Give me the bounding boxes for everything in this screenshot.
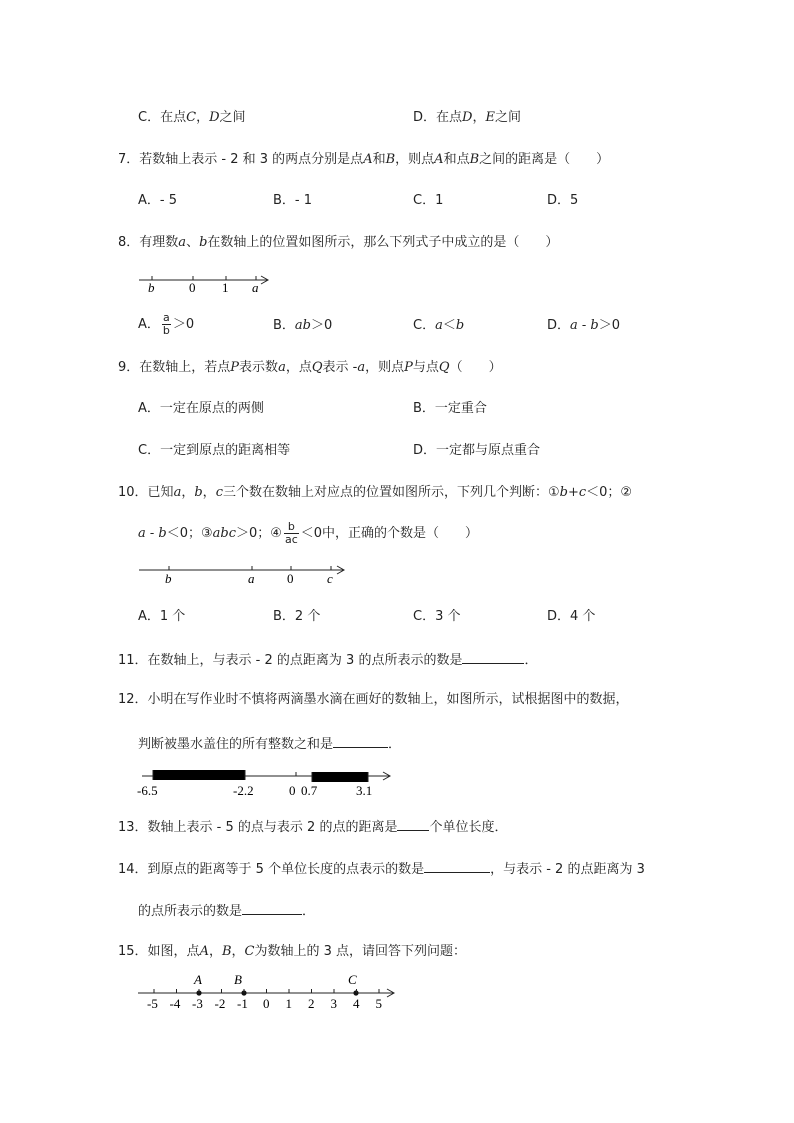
label-3-1: 3.1 <box>356 783 373 798</box>
q14-stem-line1: 14．到原点的距离等于 5 个单位长度的点表示的数是 ，与表示 - 2 的点距离为 3 <box>118 859 645 879</box>
q12-stem-line1: 12．小明在写作业时不慎将两滴墨水滴在画好的数轴上，如图所示，试根据图中的数据， <box>118 692 629 707</box>
tick-label: 0 <box>263 996 270 1011</box>
q6-option-d: D．在点D，E之间 <box>413 110 522 125</box>
fraction: $\frac{a}{b}$ <box>162 311 170 337</box>
q10-stem-line1: 10．已知a，b，c三个数在数轴上对应点的位置如图所示，下列几个判断：①b+c＜0；② <box>118 485 633 500</box>
q9-option-c: C．一定到原点的距离相等 <box>138 443 291 458</box>
tick-label: 2 <box>308 996 315 1011</box>
tick-label: -1 <box>237 996 248 1011</box>
ink-blot-right <box>312 772 368 782</box>
q8-option-b: B．ab＞0 <box>273 318 333 333</box>
tick-label: -4 <box>169 996 181 1011</box>
tick-label: 5 <box>375 996 382 1011</box>
q13-stem: 13．数轴上表示 - 5 的点与表示 2 的点的距离是 个单位长度． <box>118 817 507 837</box>
q9-option-a: A．一定在原点的两侧 <box>138 401 264 416</box>
q15-number-line <box>134 970 400 1012</box>
answer-blank[interactable] <box>424 859 490 873</box>
label-neg6-5: -6.5 <box>137 783 158 798</box>
label-one: 1 <box>222 280 229 294</box>
answer-blank[interactable] <box>242 901 302 915</box>
fraction: $\frac{b}{ac}$ <box>284 520 298 546</box>
q7-stem: 7．若数轴上表示 - 2 和 3 的两点分别是点A和B，则点A和点B之间的距离是（ ） <box>118 152 610 167</box>
answer-blank[interactable] <box>333 734 388 748</box>
label-zero: 0 <box>289 783 296 798</box>
label-a: a <box>248 571 255 586</box>
tick-label: -2 <box>214 996 226 1011</box>
label-zero: 0 <box>189 280 196 294</box>
label-a: a <box>252 280 259 294</box>
q10-option-b: B．2 个 <box>273 609 321 624</box>
answer-blank[interactable] <box>462 650 524 664</box>
q7-option-a: A．- 5 <box>138 193 178 208</box>
q10-option-d: D．4 个 <box>547 609 596 624</box>
q8-option-d: D．a - b＞0 <box>547 318 621 333</box>
q12-number-line <box>134 764 396 800</box>
q7-option-c: C．1 <box>413 193 444 208</box>
point-label-c: C <box>348 972 357 987</box>
label-zero: 0 <box>287 571 294 586</box>
q10-option-c: C．3 个 <box>413 609 461 624</box>
label-b: b <box>165 571 172 586</box>
q8-number-line <box>136 268 276 294</box>
q9-stem: 9．在数轴上，若点P表示数a，点Q表示 -a，则点P与点Q（ ） <box>118 360 502 375</box>
q8-option-a: A． $\frac{a}{b}$ ＞0 <box>138 311 195 337</box>
q8-option-c: C．a＜b <box>413 318 465 333</box>
tick-label: -3 <box>192 996 203 1011</box>
label-c: c <box>327 571 333 586</box>
q6-option-c: C．在点C，D之间 <box>138 110 246 125</box>
tick-label: 1 <box>285 996 292 1011</box>
label-neg2-2: -2.2 <box>233 783 254 798</box>
label-b: b <box>148 280 155 294</box>
tick-label: 3 <box>330 996 337 1011</box>
q10-stem-line2: a - b＜0；③abc＞0；④ $\frac{b}{ac}$ ＜0中，正确的个数是（ ） <box>138 520 479 546</box>
q10-option-a: A．1 个 <box>138 609 186 624</box>
point-label-b: B <box>234 972 242 987</box>
tick-label: -5 <box>147 996 158 1011</box>
q11-stem: 11．在数轴上，与表示 - 2 的点距离为 3 的点所表示的数是 ． <box>118 650 537 670</box>
q7-option-b: B．- 1 <box>273 193 313 208</box>
q14-stem-line2: 的点所表示的数是 ． <box>138 901 315 921</box>
q8-stem: 8．有理数a、b在数轴上的位置如图所示，那么下列式子中成立的是（ ） <box>118 235 559 250</box>
q10-number-line <box>136 562 351 588</box>
point-label-a: A <box>194 972 202 987</box>
q12-stem-line2: 判断被墨水盖住的所有整数之和是 ． <box>138 734 401 754</box>
label-0-7: 0.7 <box>301 783 318 798</box>
q9-option-d: D．一定都与原点重合 <box>413 443 541 458</box>
tick-label: 4 <box>353 996 360 1011</box>
q15-stem: 15．如图，点A，B，C为数轴上的 3 点，请回答下列问题： <box>118 944 467 959</box>
q7-option-d: D．5 <box>547 193 579 208</box>
ink-blot-left <box>153 770 245 780</box>
answer-blank[interactable] <box>397 817 429 831</box>
q9-option-b: B．一定重合 <box>413 401 487 416</box>
